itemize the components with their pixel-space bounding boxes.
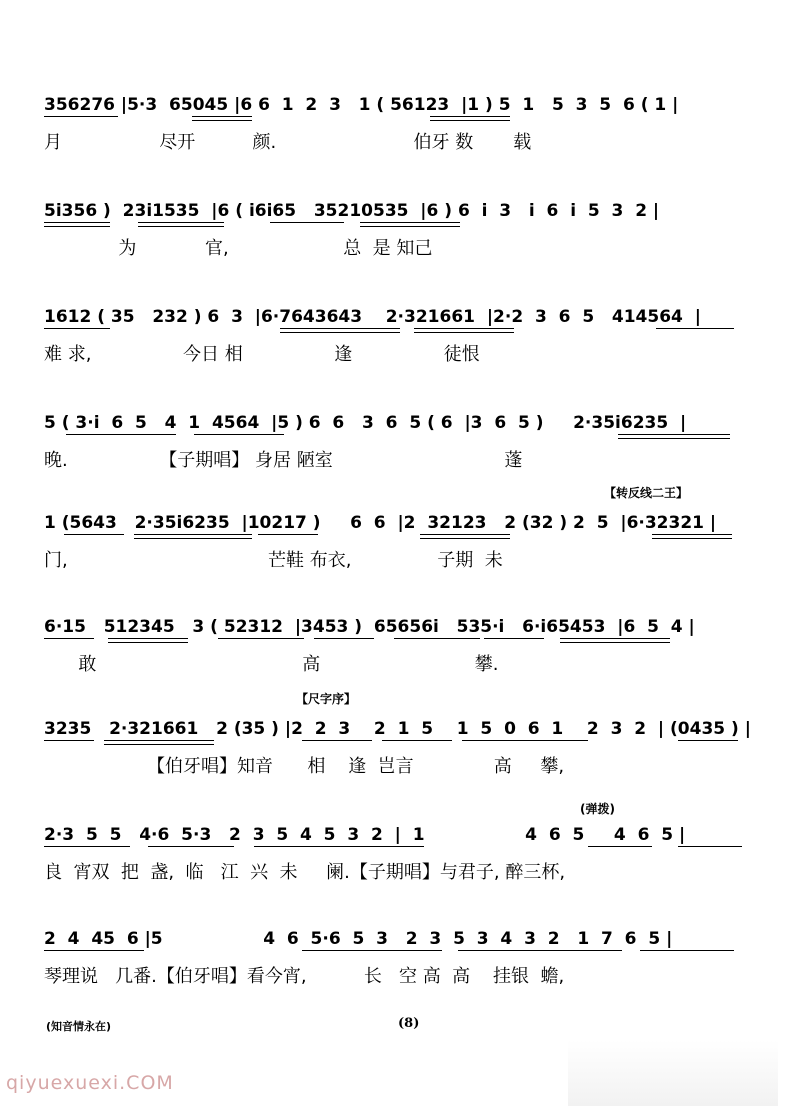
score-system-8 — [44, 802, 744, 912]
notation-line: 1 (5643 2·35i6235 |10217 ) 6 6 |2 32123 2 (32 ) 2 5 |6·32321 | — [44, 513, 717, 533]
notation-line: 2·3 5 5 4·6 5·3 2 3 5 4 5 3 2 | 1 4 6 5 4 6 5 | — [44, 825, 686, 845]
score-system-3 — [44, 304, 744, 394]
notation-line: 1612 ( 35 232 ) 6 3 |6·7643643 2·321661 |2·2 3 6 5 414564 | — [44, 307, 701, 327]
score-system-9 — [44, 926, 744, 1016]
section-marker: (弹拨) — [580, 802, 615, 816]
lyric-line: 琴理说 几番.【伯牙唱】看今宵, 长 空 高 高 挂银 蟾, — [44, 966, 565, 987]
notation-line: 5i356 ) 23i1535 |6 ( i6i65 35210535 |6 ) 6 i 3 i 6 i 5 3 2 | — [44, 201, 660, 221]
notation-line: 356276 |5·3 65045 |6 6 1 2 3 1 ( 56123 |1 ) 5 1 5 3 5 6 ( 1 | — [44, 95, 679, 115]
score-system-7 — [44, 692, 751, 806]
lyric-line: 难 求, 今日 相 逢 徒恨 — [44, 344, 480, 365]
score-system-6 — [44, 614, 744, 704]
score-system-2 — [44, 198, 744, 288]
lyric-line: 【伯牙唱】知音 相 逢 岂言 高 攀, — [44, 756, 565, 777]
lyric-line: 月 尽开 颜. 伯牙 数 载 — [44, 132, 532, 153]
notation-line: 2 4 45 6 |5 4 6 5·6 5 3 2 3 5 3 4 3 2 1 7 6 5 | — [44, 929, 673, 949]
notation-line: 6·15 512345 3 ( 52312 |3453 ) 65656i 535·i 6·i65453 |6 5 4 | — [44, 617, 695, 637]
footer-title-note: (知音情永在) — [46, 1020, 112, 1033]
site-watermark: qiyuexuexi.COM — [6, 1072, 174, 1094]
lyric-line: 为 官, 总 是 知己 — [44, 238, 433, 259]
lyric-line: 门, 芒鞋 布衣, 子期 未 — [44, 550, 503, 571]
notation-line: 5 ( 3·i 6 5 4 1 4564 |5 ) 6 6 3 6 5 ( 6 |3 6 5 ) 2·35i6235 | — [44, 413, 687, 433]
watermark-patch — [568, 1040, 778, 1106]
section-marker: 【尺字序】 — [296, 692, 357, 706]
lyric-line: 晚. 【子期唱】 身居 陋室 蓬 — [44, 450, 523, 471]
page-number: (8) — [398, 1016, 420, 1031]
section-marker: 【转反线二王】 — [604, 486, 689, 500]
score-system-5 — [44, 486, 744, 600]
score-system-1 — [44, 92, 744, 182]
notation-line: 3235 2·321661 2 (35 ) |2 2 3 2 1 5 1 5 0 6 1 2 3 2 | (0435 ) | — [44, 719, 751, 739]
lyric-line: 敢 高 攀. — [44, 654, 499, 675]
lyric-line: 良 宵双 把 盏, 临 江 兴 未 阑.【子期唱】与君子, 醉三杯, — [44, 862, 566, 883]
